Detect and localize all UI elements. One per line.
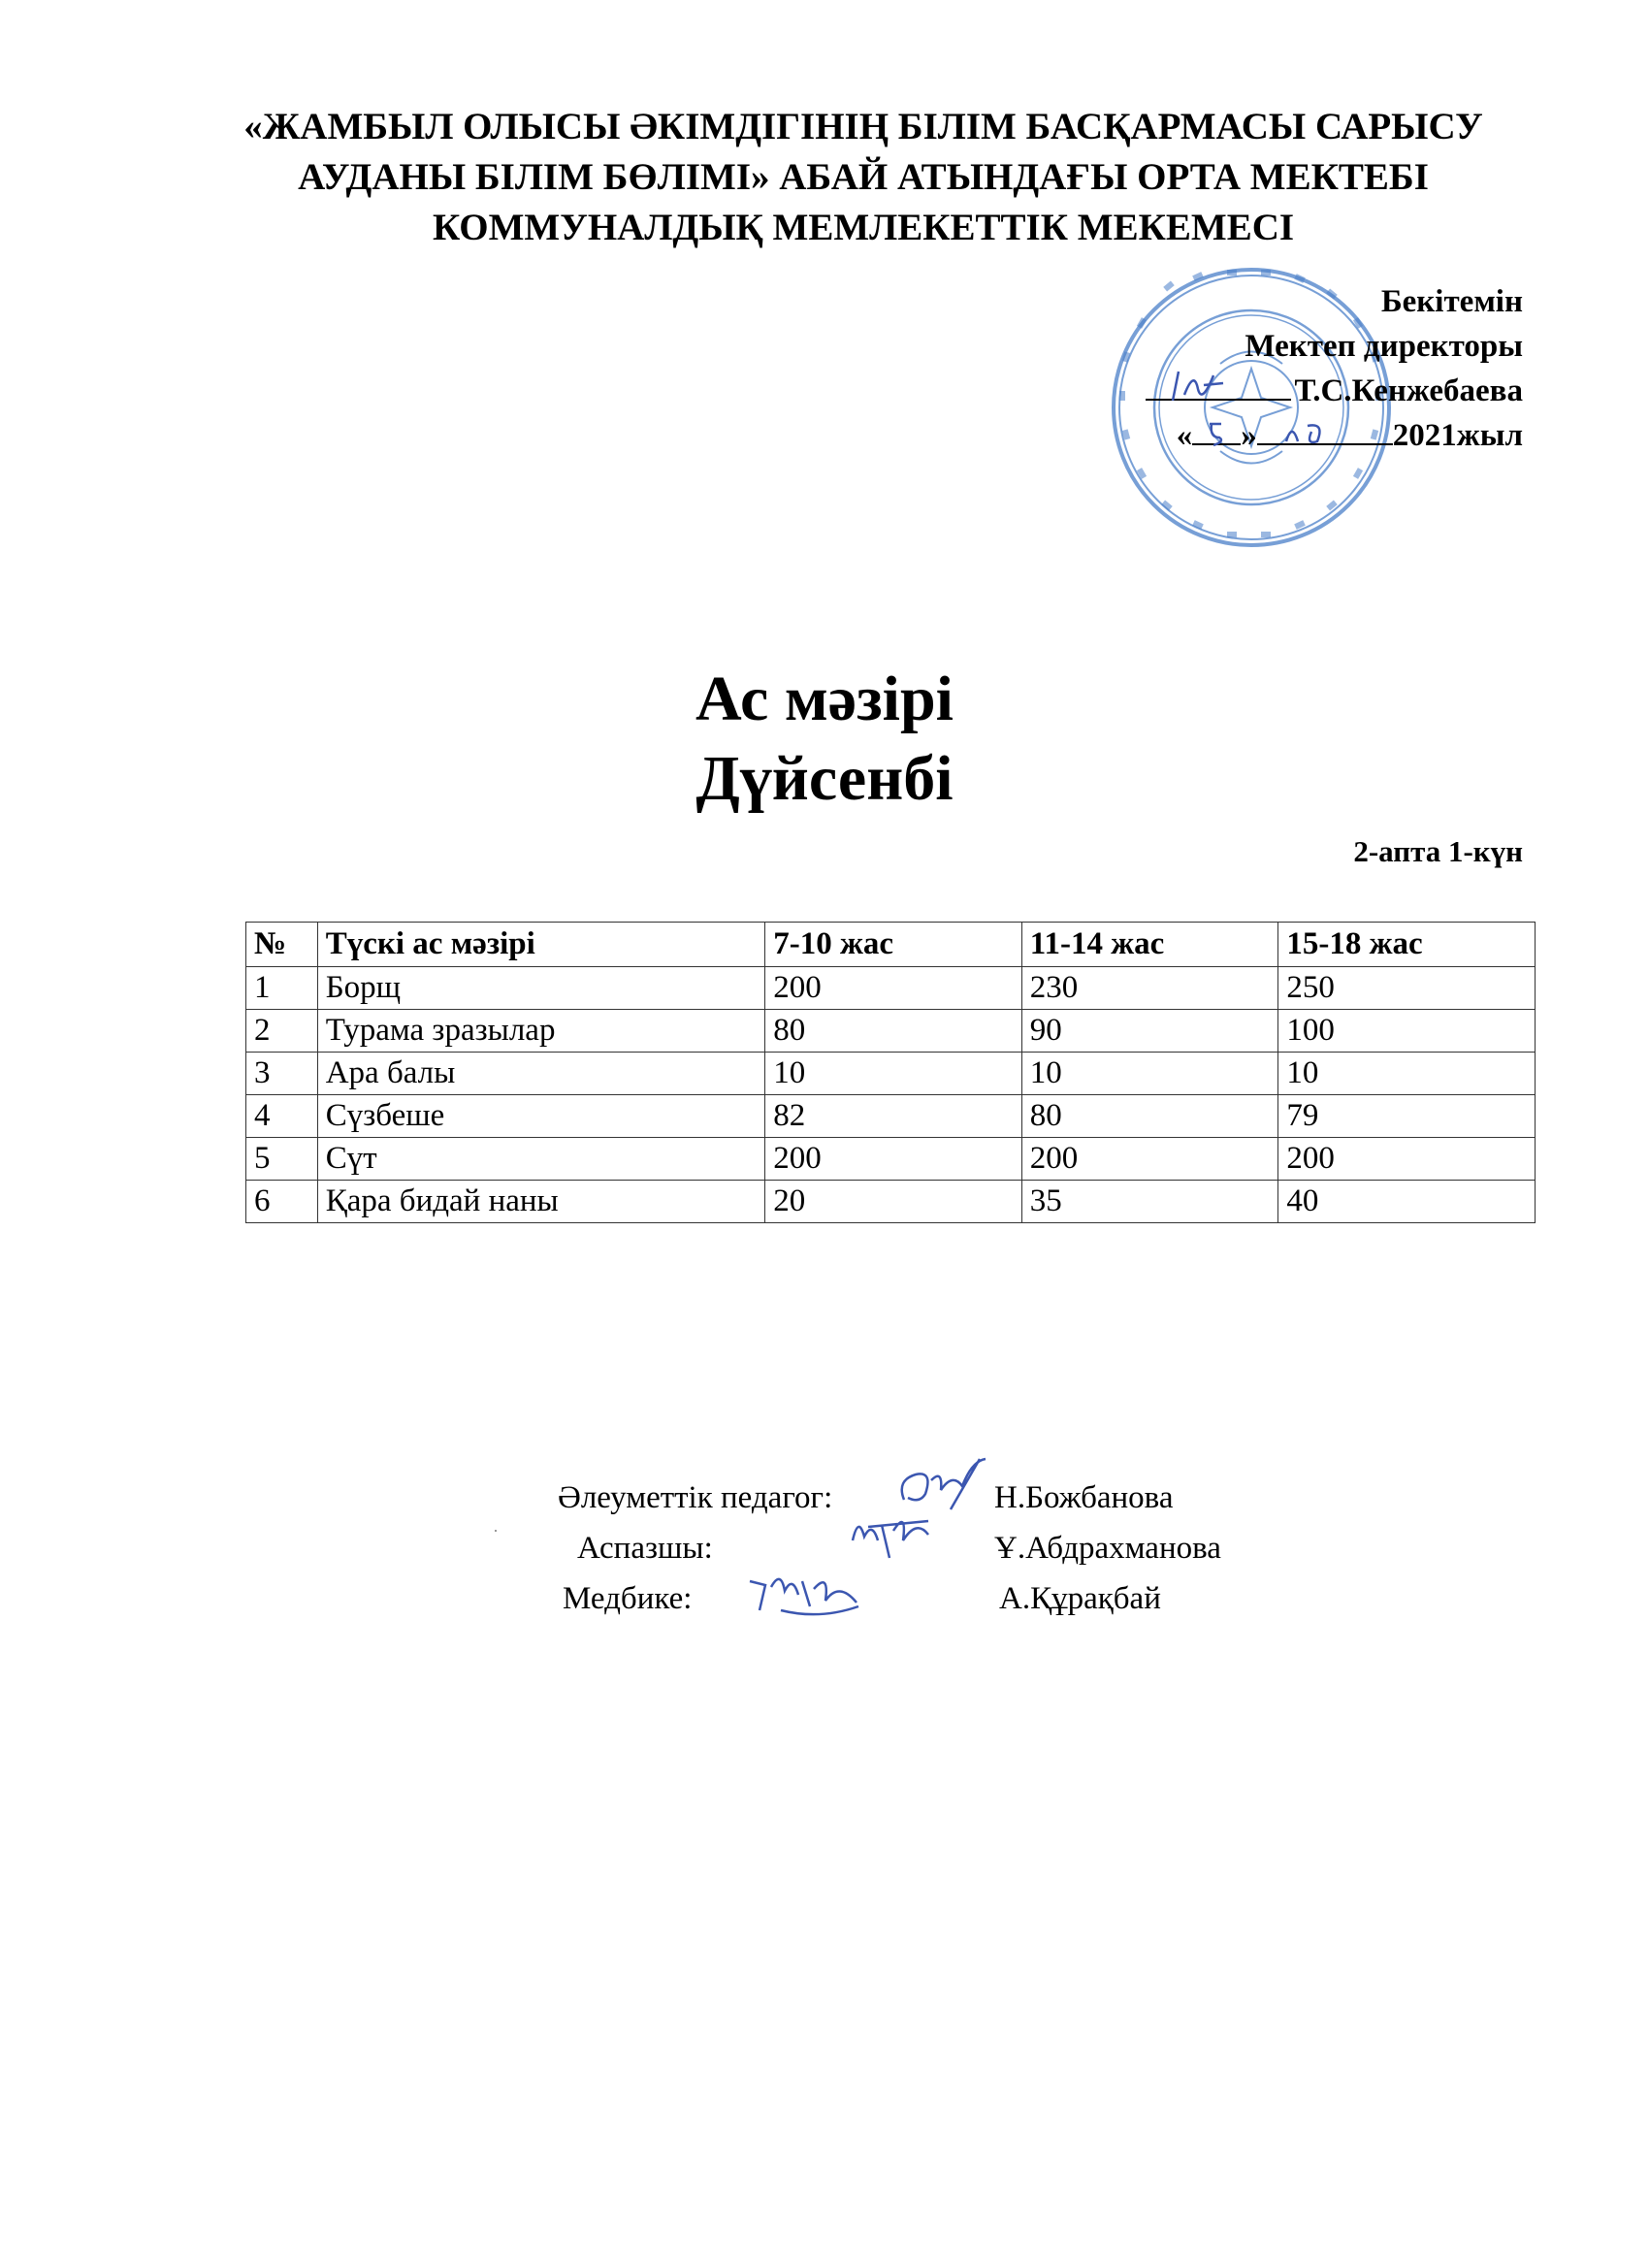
table-cell: 35 (1021, 1181, 1278, 1223)
date-open-quote: « (1176, 418, 1193, 453)
director-signature-line (941, 369, 1523, 413)
header-line-1: «ЖАМБЫЛ ОЛЫСЫ ӘКІМДІГІНІҢ БІЛІМ БАСҚАРМАСЫ САРЫСУ (243, 106, 1483, 147)
date-month-field (1257, 418, 1393, 445)
table-cell: 200 (1278, 1138, 1536, 1181)
document-header (242, 102, 1484, 253)
header-line-3: КОММУНАЛДЫҚ МЕМЛЕКЕТТІК МЕКЕМЕСІ (432, 207, 1295, 248)
column-header-age-11-14: 11-14 жас (1021, 923, 1278, 967)
table-cell: 1 (246, 967, 318, 1010)
approval-block (941, 279, 1523, 458)
table-cell: 3 (246, 1053, 318, 1095)
table-cell: 200 (1021, 1138, 1278, 1181)
table-cell: 79 (1278, 1095, 1536, 1138)
date-close-quote: » (1241, 418, 1257, 453)
table-cell: 6 (246, 1181, 318, 1223)
menu-table (245, 922, 1536, 1223)
table-header-row (246, 923, 1536, 967)
table-cell: 80 (765, 1010, 1022, 1053)
table-cell: 90 (1021, 1010, 1278, 1053)
week-day-label: 2-апта 1-күн (1353, 834, 1523, 868)
table-row (246, 1138, 1536, 1181)
column-header-dish: Түскі ас мәзірі (317, 923, 765, 967)
table-cell: 20 (765, 1181, 1022, 1223)
menu-title (0, 660, 1649, 819)
scan-speck (495, 1530, 497, 1532)
table-cell: 200 (765, 967, 1022, 1010)
signature-name: Н.Божбанова (994, 1480, 1174, 1515)
nurse-handwritten-signature (742, 1552, 878, 1620)
table-cell: 230 (1021, 967, 1278, 1010)
table-cell: 5 (246, 1138, 318, 1181)
table-cell: Сүт (317, 1138, 765, 1181)
column-header-age-15-18: 15-18 жас (1278, 923, 1536, 967)
header-line-2: АУДАНЫ БІЛІМ БӨЛІМІ» АБАЙ АТЫНДАҒЫ ОРТА МЕКТЕБІ (298, 156, 1429, 198)
table-row (246, 1095, 1536, 1138)
table-cell: 80 (1021, 1095, 1278, 1138)
table-cell: Қара бидай наны (317, 1181, 765, 1223)
signature-name: Ұ.Абдрахманова (994, 1531, 1221, 1566)
table-row (246, 1181, 1536, 1223)
director-name: Т.С.Кенжебаева (1294, 373, 1523, 408)
director-position: Мектеп директоры (1245, 329, 1523, 364)
table-row (246, 967, 1536, 1010)
signature-name: А.Құрақбай (999, 1581, 1161, 1616)
table-cell: Турама зразылар (317, 1010, 765, 1053)
table-cell: 10 (1278, 1053, 1536, 1095)
table-cell: 2 (246, 1010, 318, 1053)
director-signature (1146, 372, 1291, 401)
table-cell: Борщ (317, 967, 765, 1010)
table-row (246, 1053, 1536, 1095)
signature-role: Әлеуметтік педагог: (558, 1480, 833, 1515)
table-cell: 10 (765, 1053, 1022, 1095)
menu-title-day: Дүйсенбі (695, 743, 954, 814)
table-row (246, 1010, 1536, 1053)
date-day-handwriting (1192, 412, 1241, 451)
signature-role: Медбике: (563, 1581, 693, 1616)
table-cell: 100 (1278, 1010, 1536, 1053)
approval-year: 2021жыл (1392, 418, 1523, 453)
table-cell: 4 (246, 1095, 318, 1138)
approval-label: Бекітемін (1380, 284, 1523, 319)
table-cell: 40 (1278, 1181, 1536, 1223)
date-month-handwriting (1257, 412, 1393, 451)
table-cell: 250 (1278, 967, 1536, 1010)
menu-title-line-1: Ас мәзірі (695, 664, 954, 734)
date-day-field (1192, 418, 1241, 445)
table-cell: Ара балы (317, 1053, 765, 1095)
table-cell: Сүзбеше (317, 1095, 765, 1138)
signature-role: Аспазшы: (577, 1531, 713, 1566)
column-header-number: № (246, 923, 318, 967)
approval-date-line (941, 413, 1523, 458)
table-cell: 10 (1021, 1053, 1278, 1095)
table-cell: 82 (765, 1095, 1022, 1138)
table-cell: 200 (765, 1138, 1022, 1181)
director-handwritten-signature (1146, 366, 1291, 405)
column-header-age-7-10: 7-10 жас (765, 923, 1022, 967)
